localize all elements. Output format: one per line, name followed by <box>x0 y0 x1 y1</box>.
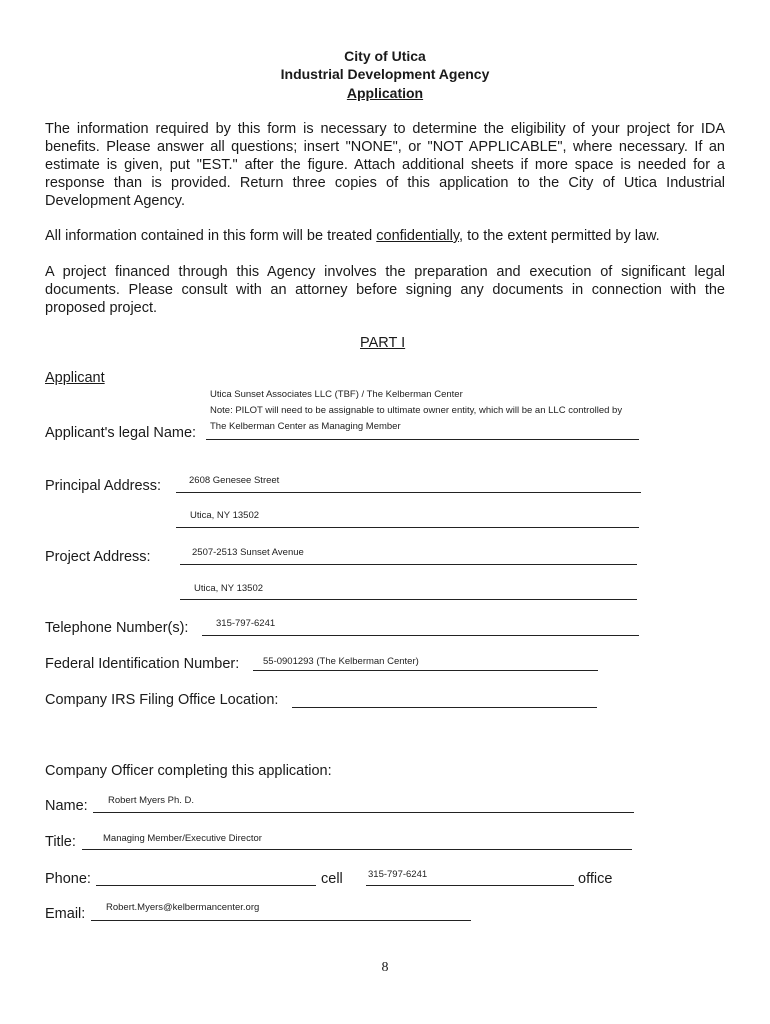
project-address-field-2[interactable] <box>180 599 637 600</box>
irs-office-field[interactable] <box>292 707 597 708</box>
intro-paragraph-2 <box>45 227 725 245</box>
officer-heading: Company Officer completing this application: <box>45 763 332 779</box>
fein-value: 55-0901293 (The Kelberman Center) <box>263 656 419 667</box>
legal-name-value-1: Utica Sunset Associates LLC (TBF) / The Kelberman Center <box>210 389 463 400</box>
office-label: office <box>578 871 613 887</box>
telephone-value: 315-797-6241 <box>216 618 276 629</box>
principal-address-field-1[interactable] <box>176 492 641 493</box>
header-application: Application <box>346 85 424 101</box>
intro-p2-after: , to the extent permitted by law. <box>459 228 660 244</box>
project-address-value-2: Utica, NY 13502 <box>194 583 264 594</box>
telephone-field[interactable] <box>202 635 639 636</box>
principal-address-field-2[interactable] <box>176 527 639 528</box>
officer-phone-label: Phone: <box>45 871 91 887</box>
project-address-field-1[interactable] <box>180 564 637 565</box>
officer-phone-office-field[interactable] <box>366 885 574 886</box>
page-number: 8 <box>381 960 389 975</box>
header-agency: Industrial Development Agency <box>280 66 490 82</box>
principal-address-label: Principal Address: <box>45 478 162 494</box>
telephone-label: Telephone Number(s): <box>45 620 189 636</box>
part-heading: PART I <box>360 335 406 351</box>
intro-paragraph-3: A project financed through this Agency involves the preparation and execution of significant legal documents. Please consult with an attorney before signing any documents in connection with the proposed project. <box>45 264 725 316</box>
legal-name-field[interactable] <box>206 439 639 440</box>
legal-name-label: Applicant's legal Name: <box>45 425 197 441</box>
officer-title-field[interactable] <box>82 849 632 850</box>
officer-phone-cell-field[interactable] <box>96 885 316 886</box>
officer-phone-office-value: 315-797-6241 <box>368 869 428 880</box>
irs-office-label: Company IRS Filing Office Location: <box>45 692 279 708</box>
intro-p2-before: All information contained in this form will be treated <box>45 228 377 244</box>
principal-address-value-1: 2608 Genesee Street <box>189 475 280 486</box>
officer-email-label: Email: <box>45 906 86 922</box>
project-address-label: Project Address: <box>45 549 151 565</box>
officer-email-value: Robert.Myers@kelbermancenter.org <box>106 902 260 913</box>
officer-email-field[interactable] <box>91 920 471 921</box>
officer-title-label: Title: <box>45 834 76 850</box>
cell-label: cell <box>321 871 343 887</box>
officer-name-value: Robert Myers Ph. D. <box>108 795 195 806</box>
fein-field[interactable] <box>253 670 598 671</box>
intro-paragraph-1: The information required by this form is necessary to determine the eligibility of your project for IDA benefits. Please answer all questions; insert "NONE", or "NOT APPLICABLE", where necessary. If an estimate is given, put "EST." after the figure. Attach additional sheets if more space is needed for a response than is provided. Return three copies of this application to the City of Utica Industrial Development Agency. <box>45 121 725 209</box>
intro-p2-confidentially: confidentially <box>376 228 460 244</box>
principal-address-value-2: Utica, NY 13502 <box>190 510 260 521</box>
officer-title-value: Managing Member/Executive Director <box>103 833 262 844</box>
header-city: City of Utica <box>344 48 426 64</box>
officer-name-field[interactable] <box>93 812 634 813</box>
project-address-value-1: 2507-2513 Sunset Avenue <box>192 547 304 558</box>
fein-label: Federal Identification Number: <box>45 656 240 672</box>
applicant-heading: Applicant <box>45 370 105 386</box>
legal-name-value-2: Note: PILOT will need to be assignable to ultimate owner entity, which will be an LLC controlled by <box>210 405 623 416</box>
officer-name-label: Name: <box>45 798 88 814</box>
legal-name-value-3: The Kelberman Center as Managing Member <box>210 421 401 432</box>
